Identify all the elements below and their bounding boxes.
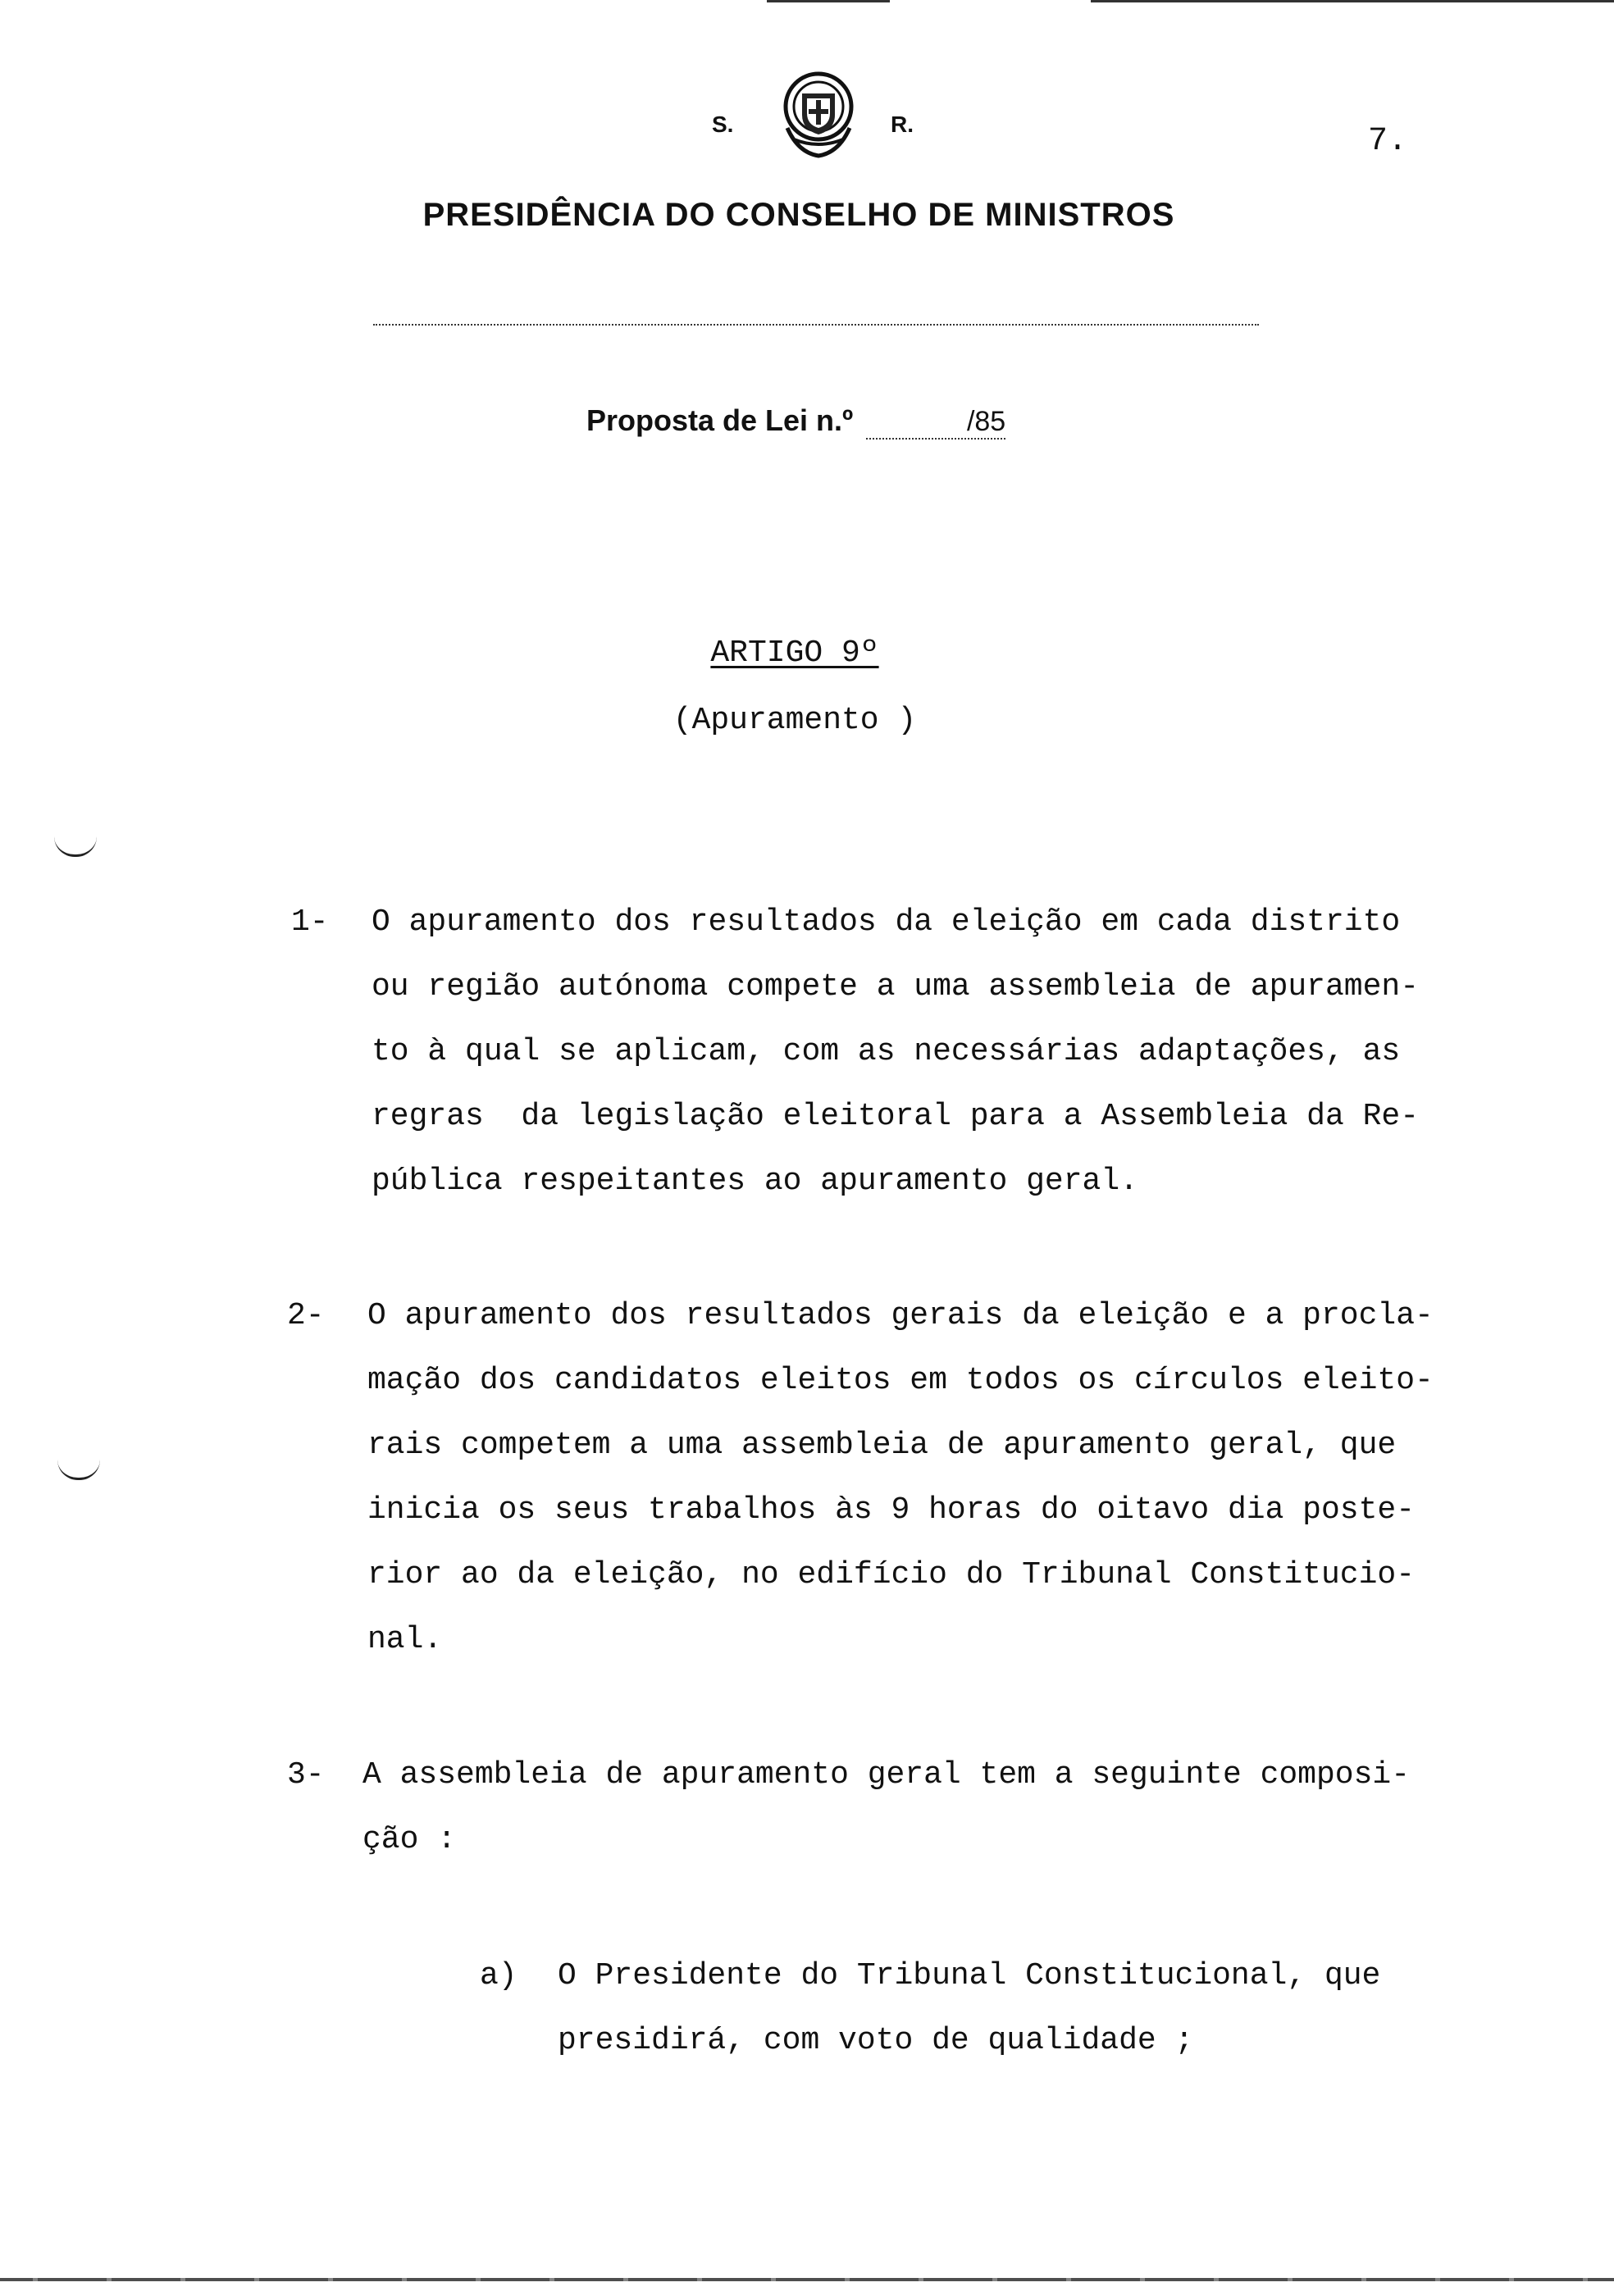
article-heading — [0, 636, 1614, 671]
article-subtitle-text: (Apuramento ) — [672, 703, 917, 738]
proposal-line — [586, 403, 1005, 440]
paragraph-text: O apuramento dos resultados gerais da eleição e a procla- mação dos candidatos eleitos em todos os círculos eleito- rais competem a uma assembleia de apuramento geral, que inicia os seus trabalhos às 9 horas do oitavo dia poste- rior ao da eleição, no edifício do Tribunal Constitucio- nal. — [367, 1298, 1434, 1657]
paragraph-number: 3- — [287, 1757, 325, 1793]
proposal-number: /85 — [866, 406, 1005, 440]
margin-hole-mark — [54, 836, 97, 857]
paragraph-text: O apuramento dos resultados da eleição em cada distrito ou região autónoma compete a uma assembleia de apuramen- to à qual se aplicam, com as necessárias adaptações, as regras da legislação eleitoral para a Assembleia da Re- pública respeitantes ao apuramento geral. — [372, 904, 1420, 1199]
organization-title-text: PRESIDÊNCIA DO CONSELHO DE MINISTROS — [422, 197, 1175, 233]
page-number: 7. — [1368, 123, 1408, 160]
bottom-edge-scan-line — [0, 2278, 1614, 2281]
portuguese-coat-of-arms-icon — [769, 64, 868, 162]
letterhead-left-letter: S. — [712, 112, 734, 137]
subitem-text: O Presidente do Tribunal Constitucional, que presidirá, com voto de qualidade ; — [558, 1958, 1381, 2058]
organization-title — [0, 197, 1614, 234]
paragraph-number: 1- — [291, 904, 329, 940]
paragraph-text: A assembleia de apuramento geral tem a seguinte composi- ção : — [362, 1757, 1411, 1857]
top-edge-mark — [1091, 0, 1614, 2]
letterhead-right-letter: R. — [891, 112, 914, 137]
subitem-letter: a) — [480, 1958, 517, 1993]
article-subtitle — [0, 703, 1614, 738]
top-edge-mark — [767, 0, 890, 2]
article-heading-text: ARTIGO 9º — [710, 636, 879, 671]
margin-hole-mark — [57, 1460, 100, 1480]
proposal-label: Proposta de Lei n.º — [586, 403, 854, 437]
dotted-divider — [373, 324, 1259, 326]
letterhead — [697, 64, 935, 154]
paragraph-number: 2- — [287, 1298, 325, 1333]
